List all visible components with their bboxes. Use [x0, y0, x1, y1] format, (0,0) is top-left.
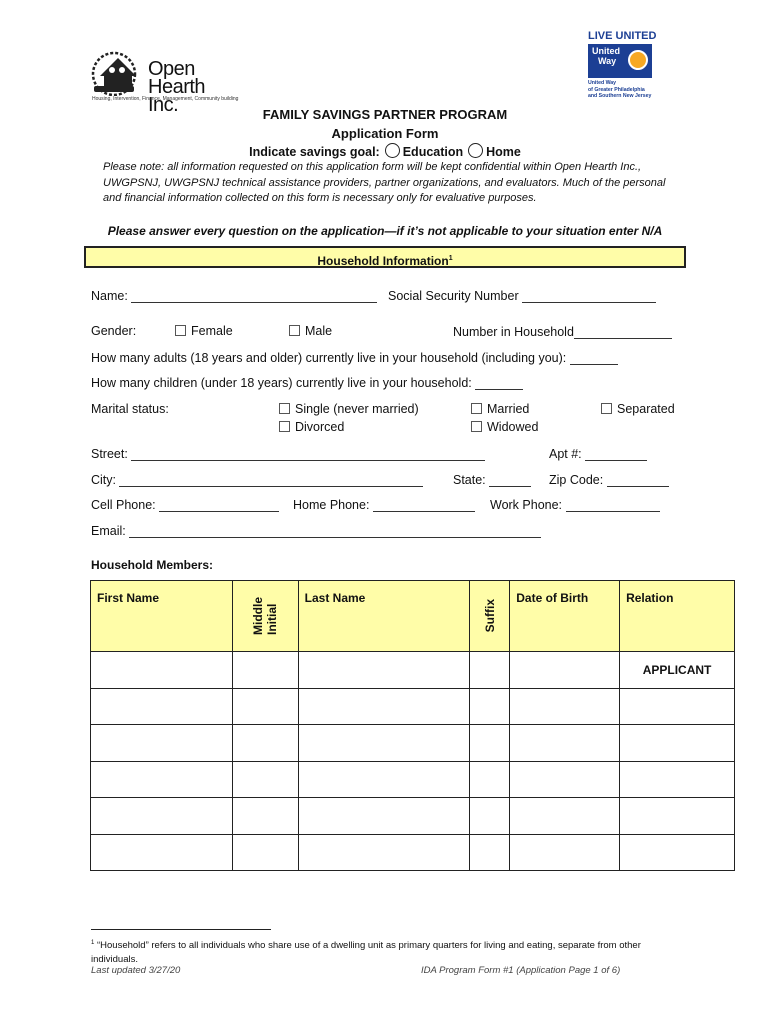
col-middle-initial: Middle Initial — [232, 581, 298, 652]
cell-phone-field[interactable] — [159, 497, 279, 512]
form-page-label: IDA Program Form #1 (Application Page 1 of 6) — [421, 965, 621, 976]
female-option[interactable]: Female — [175, 324, 233, 338]
last-name-cell[interactable] — [298, 761, 470, 798]
logo-tagline: Housing, Intervention, Finance, Management, Community building — [92, 96, 239, 102]
dob-cell[interactable] — [510, 834, 620, 871]
first-name-cell[interactable] — [91, 761, 233, 798]
first-name-cell[interactable] — [91, 834, 233, 871]
united-way-badge: United Way — [588, 44, 652, 78]
ssn-row: Social Security Number — [388, 288, 656, 303]
state-field[interactable] — [489, 472, 531, 487]
suffix-cell[interactable] — [470, 688, 510, 725]
home-phone-field[interactable] — [373, 497, 475, 512]
table-header-row — [91, 581, 735, 652]
widowed-checkbox[interactable] — [471, 421, 482, 432]
male-checkbox[interactable] — [289, 325, 300, 336]
separated-option[interactable]: Separated — [601, 402, 675, 416]
col-first-name: First Name — [91, 581, 233, 652]
male-option[interactable]: Male — [289, 324, 332, 338]
page-title: FAMILY SAVINGS PARTNER PROGRAM — [262, 107, 508, 122]
household-count-row: Number in Household — [453, 324, 672, 339]
relation-cell[interactable] — [620, 761, 735, 798]
dob-cell[interactable] — [510, 761, 620, 798]
household-count-field[interactable] — [574, 324, 672, 339]
first-name-cell[interactable] — [91, 798, 233, 835]
dob-cell[interactable] — [510, 652, 620, 689]
relation-cell: APPLICANT — [620, 652, 735, 689]
middle-initial-cell[interactable] — [232, 688, 298, 725]
relation-cell[interactable] — [620, 725, 735, 762]
adults-field[interactable] — [570, 350, 618, 365]
married-option[interactable]: Married — [471, 402, 529, 416]
footnote-ref: 1 — [448, 255, 453, 262]
suffix-cell[interactable] — [470, 834, 510, 871]
adults-row: How many adults (18 years and older) currently live in your household (including you): — [91, 350, 618, 365]
children-field[interactable] — [475, 375, 523, 390]
work-phone-row: Work Phone: — [490, 497, 660, 512]
middle-initial-cell[interactable] — [232, 652, 298, 689]
confidentiality-notice: Please note: all information requested on this application form will be kept confidential within Open Hearth Inc., UWGPSNJ, UWGPSNJ technical assistance providers, partner organizations, and evaluators. Much of the personal and financial information collected on this form is necessary only for evaluative purposes. — [103, 161, 666, 204]
zip-row: Zip Code: — [549, 472, 669, 487]
household-members-table — [90, 580, 735, 871]
open-hearth-logo — [88, 50, 239, 116]
email-row: Email: — [91, 523, 541, 538]
dob-cell[interactable] — [510, 688, 620, 725]
first-name-cell[interactable] — [91, 725, 233, 762]
name-field[interactable] — [131, 288, 377, 303]
education-label: Education — [402, 145, 464, 159]
street-row: Street: — [91, 446, 485, 461]
household-info-title: Household Information — [317, 254, 449, 268]
table-row — [91, 652, 735, 689]
table-row — [91, 761, 735, 798]
separated-checkbox[interactable] — [601, 403, 612, 414]
middle-initial-cell[interactable] — [232, 798, 298, 835]
relation-cell[interactable] — [620, 834, 735, 871]
middle-initial-cell[interactable] — [232, 834, 298, 871]
ssn-field[interactable] — [522, 288, 656, 303]
live-united-text: LIVE UNITED — [588, 30, 657, 42]
divorced-checkbox[interactable] — [279, 421, 290, 432]
savings-goal-label: Indicate savings goal: — [249, 145, 380, 159]
suffix-cell[interactable] — [470, 652, 510, 689]
cell-phone-row: Cell Phone: — [91, 497, 279, 512]
house-family-icon — [88, 50, 150, 96]
table-row — [91, 798, 735, 835]
last-name-cell[interactable] — [298, 725, 470, 762]
suffix-cell[interactable] — [470, 725, 510, 762]
gender-label: Gender: — [91, 324, 137, 338]
dob-cell[interactable] — [510, 725, 620, 762]
suffix-cell[interactable] — [470, 798, 510, 835]
instruction-text: Please answer every question on the application—if it’s not applicable to your situation enter N/A — [107, 224, 663, 238]
col-relation: Relation — [620, 581, 735, 652]
divorced-option[interactable]: Divorced — [279, 420, 344, 434]
email-field[interactable] — [129, 523, 541, 538]
table-row — [91, 834, 735, 871]
relation-cell[interactable] — [620, 688, 735, 725]
household-members-heading: Household Members: — [91, 558, 214, 572]
logo-name-line1: Open — [148, 58, 195, 80]
zip-field[interactable] — [607, 472, 669, 487]
suffix-cell[interactable] — [470, 761, 510, 798]
dob-cell[interactable] — [510, 798, 620, 835]
last-updated: Last updated 3/27/20 — [91, 965, 181, 976]
last-name-cell[interactable] — [298, 688, 470, 725]
logo-name-line2: Hearth Inc. — [148, 76, 206, 116]
col-date-of-birth: Date of Birth — [510, 581, 620, 652]
name-row: Name: — [91, 288, 377, 303]
united-way-logo: LIVE UNITED United Way United Way of Greater Philadelphia and Southern New Jersey — [588, 30, 673, 108]
footnote-divider — [91, 929, 271, 930]
middle-initial-cell[interactable] — [232, 761, 298, 798]
state-row: State: — [453, 472, 531, 487]
work-phone-field[interactable] — [566, 497, 660, 512]
married-checkbox[interactable] — [471, 403, 482, 414]
widowed-option[interactable]: Widowed — [471, 420, 538, 434]
home-radio[interactable] — [468, 143, 483, 158]
col-suffix: Suffix — [470, 581, 510, 652]
street-field[interactable] — [131, 446, 485, 461]
first-name-cell[interactable] — [91, 688, 233, 725]
relation-cell[interactable] — [620, 798, 735, 835]
savings-goal-row — [0, 143, 770, 159]
education-radio[interactable] — [385, 143, 400, 158]
city-row: City: — [91, 472, 423, 487]
city-field[interactable] — [119, 472, 423, 487]
middle-initial-cell[interactable] — [232, 725, 298, 762]
home-label: Home — [486, 145, 521, 159]
last-name-cell[interactable] — [298, 798, 470, 835]
last-name-cell[interactable] — [298, 652, 470, 689]
hand-rainbow-icon — [628, 50, 648, 70]
children-row: How many children (under 18 years) currently live in your household: — [91, 375, 523, 390]
single-checkbox[interactable] — [279, 403, 290, 414]
table-row — [91, 688, 735, 725]
table-row — [91, 725, 735, 762]
footnote: $^1$ “Household” refers to all individuals who share use of a dwelling unit as primary quarters for living and eating, separate from other individuals. — [91, 940, 641, 966]
female-checkbox[interactable] — [175, 325, 186, 336]
household-info-header — [84, 246, 686, 268]
single-option[interactable]: Single (never married) — [279, 402, 419, 416]
apt-row: Apt #: — [549, 446, 647, 461]
first-name-cell[interactable] — [91, 652, 233, 689]
last-name-cell[interactable] — [298, 834, 470, 871]
apt-field[interactable] — [585, 446, 647, 461]
col-last-name: Last Name — [298, 581, 470, 652]
page-subtitle: Application Form — [331, 126, 439, 141]
marital-label: Marital status: — [91, 402, 169, 416]
home-phone-row: Home Phone: — [293, 497, 475, 512]
